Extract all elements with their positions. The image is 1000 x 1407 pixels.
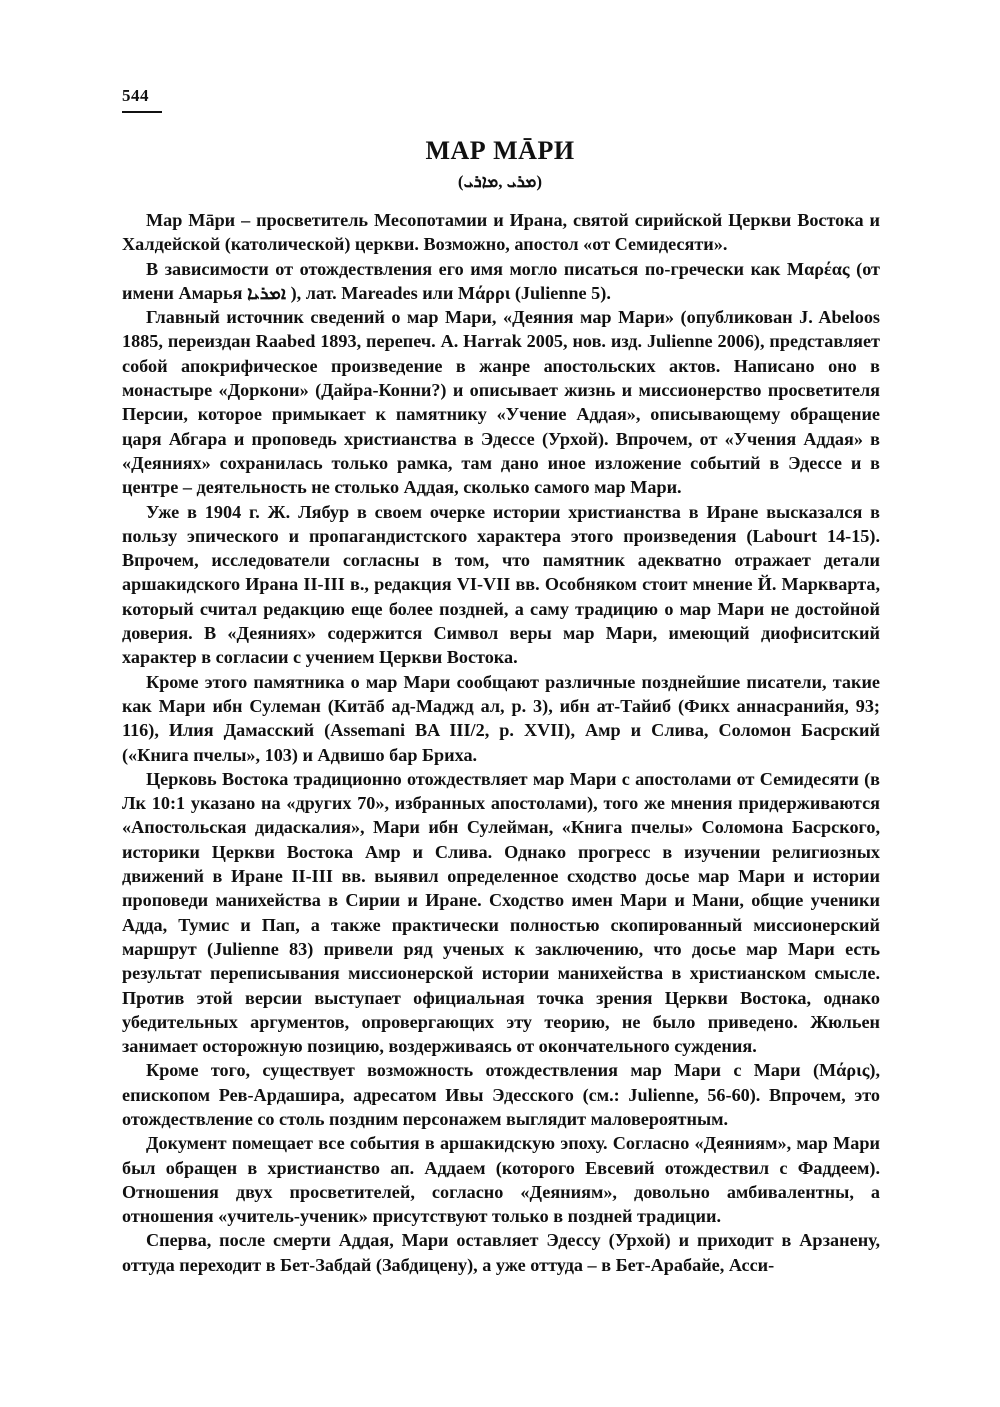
page-number: 544 <box>122 86 149 105</box>
paragraph: Кроме этого памятника о мар Мари сообщают различные позднейшие писатели, такие как Мари ибн Сулеман (Китāб ад-Маджд ал, р. 3), ибн ат-Тайиб (Фикх аннасранийя, 93; 116), Илия Дамасский (Assemani BA III/2, р. XVII), Амр и Слива, Соломон Басрский («Книга пчелы», 103) и Адвишо бар Бриха. <box>122 671 880 765</box>
page-number-underline <box>122 111 162 113</box>
paragraph: В зависимости от отождествления его имя могло писаться по-гречески как Μαρέας (от имени Амарья ܐܡܪܝܐ ), лат. Mareades или Μάρρι (Julienne 5). <box>122 258 880 303</box>
paragraph: Кроме того, существует возможность отождествления мар Мари с Мари (Μάρις), епископом Рев-Ардашира, адресатом Ивы Эдесского (см.: Julienne, 56-60). Впрочем, это отождествление со столь поздним персонажем выглядит маловероятным. <box>122 1060 880 1129</box>
article-subtitle-syriac: (ܡܪܝ ,ܡܐܪܝ) <box>457 172 543 191</box>
paragraph: Уже в 1904 г. Ж. Лябур в своем очерке истории христианства в Иране высказался в пользу эпического и пропагандистского характера этого произведения (Labourt 14-15). Впрочем, исследователи согласны в том, что памятник адекватно отражает детали аршакидского Ирана II-III в., редакция VI-VII вв. Особняком стоит мнение Й. Маркварта, который считал редакцию еще более поздней, а саму традицию о мар Мари не достойной доверия. В «Деяниях» содержится Символ веры мар Мари, имеющий диофиситский характер в согласии с учением Церкви Востока. <box>122 501 880 668</box>
paragraph: Сперва, после смерти Аддая, Мари оставляет Эдессу (Урхой) и приходит в Арзанену, оттуда переходит в Бет-Забдай (Забдицену), а уже оттуда – в Бет-Арабайе, Асси- <box>122 1230 880 1275</box>
paragraph: Документ помещает все события в аршакидскую эпоху. Согласно «Деяниям», мар Мари был обращен в христианство ап. Аддаем (которого Евсевий отождествил с Фаддеем). Отношения двух просветителей, согласно «Деяниям», довольно амбивалентны, а отношения «учитель-ученик» присутствуют только в поздней традиции. <box>122 1133 880 1227</box>
article-body <box>122 208 880 1277</box>
paragraph: Церковь Востока традиционно отождествляет мар Мари с апостолами от Семидесяти (в Лк 10:1 указано на «других 70», избранных апостолами), того же мнения придерживаются «Апостольская дидаскалия», Мари ибн Сулейман, «Книга пчелы» Соломона Басрского, историки Церкви Востока Амр и Слива. Однако прогресс в изучении религиозных движений в Иране II-III вв. выявил определенное сходство досье мар Мари и истории проповеди манихейства в Сирии и Иране. Сходство имен Мари и Мани, общие ученики Адда, Тумис и Пап, а также практически полностью скопированный миссионерский маршрут (Julienne 83) привели ряд ученых к заключению, что досье мар Мари есть результат переписывания миссионерской истории манихейства в христианском смысле. Против этой версии выступает официальная точка зрения Церкви Востока, однако убедительных аргументов, опровергающих эту теорию, не было приведено. Жюльен занимает осторожную позицию, воздерживаясь от окончательного суждения. <box>122 768 880 1057</box>
paragraph: Мар Мāри – просветитель Месопотамии и Ирана, святой сирийской Церкви Востока и Халдейской (католической) церкви. Возможно, апостол «от Семидесяти». <box>122 210 880 255</box>
paragraph: Главный источник сведений о мар Мари, «Деяния мар Мари» (опубликован J. Abeloos 1885, переиздан Raabed 1893, перепеч. A. Harrak 2005, нов. изд. Julienne 2006), представляет собой апокрифическое произведение в жанре апостольских актов. Написано оно в монастыре «Доркони» (Дайра-Конни?) и описывает жизнь и миссионерство просветителя Персии, которое примыкает к памятнику «Учение Аддая», описывающему обращение царя Абгара и проповедь христианства в Эдессе (Урхой). Впрочем, от «Учения Аддая» в «Деяниях» сохранилась только рамка, там дано иное изложение событий в Эдессе и в центре – деятельность не столько Аддая, сколько самого мар Мари. <box>122 307 880 498</box>
article-title: МАР МĀРИ <box>425 136 575 165</box>
